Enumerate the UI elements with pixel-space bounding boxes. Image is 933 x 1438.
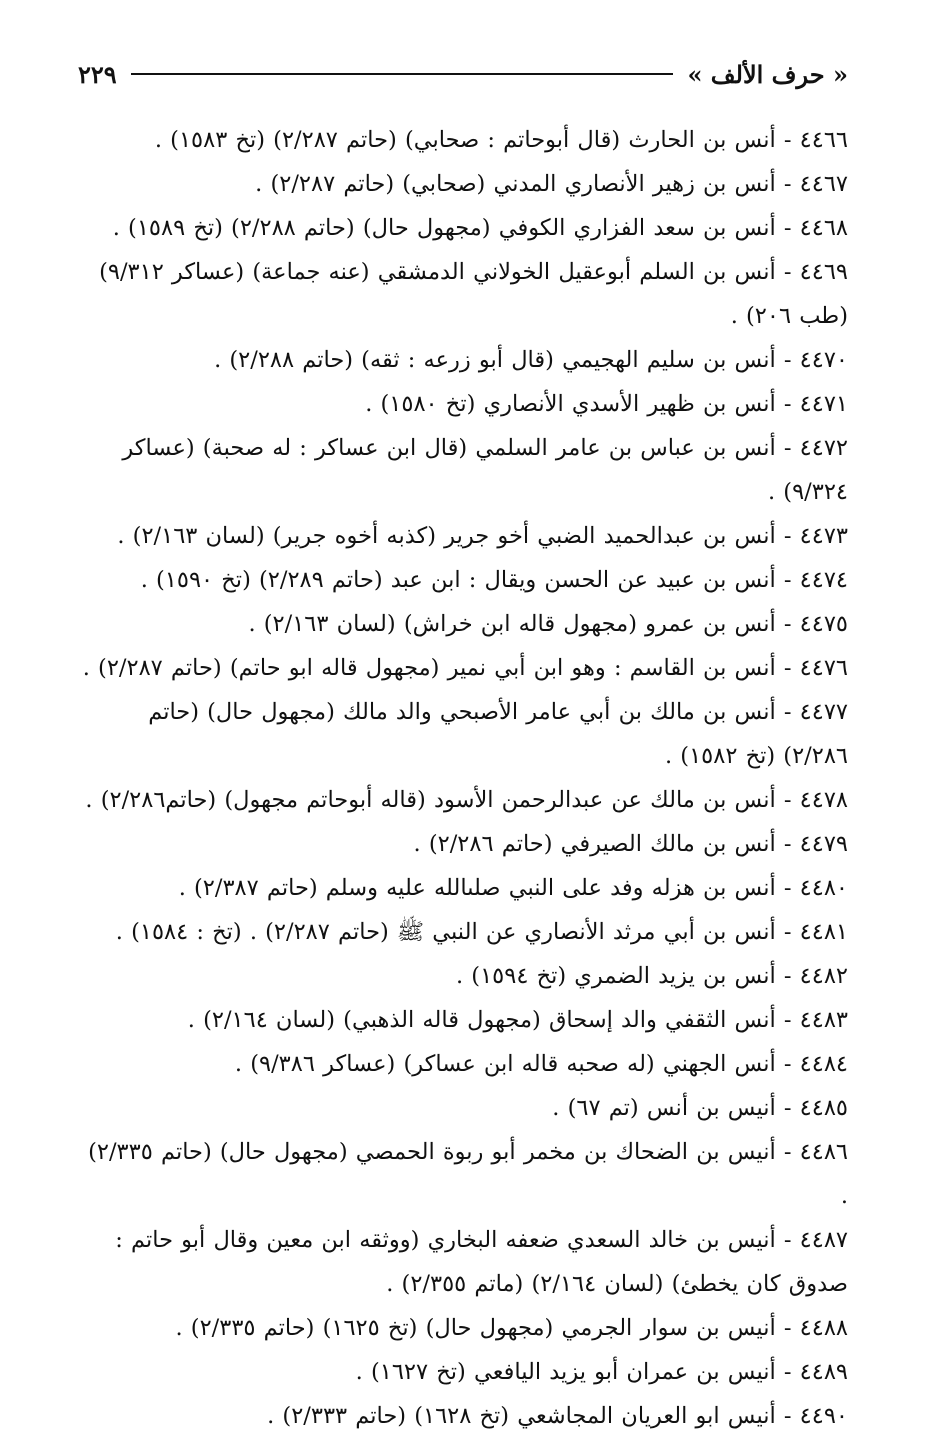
page-number: ٢٢٩: [78, 59, 117, 89]
entry-list: [78, 118, 848, 1438]
list-item: ٤٤٩٠ - أنيس ابو العريان المجاشعي (تخ ١٦٢٨) (حاتم ٢/٣٣٣) .: [267, 1403, 848, 1429]
chapter-title: « حرف الألف »: [687, 59, 848, 89]
list-item: ٤٤٨٢ - أنس بن يزيد الضمري (تخ ١٥٩٤) .: [455, 963, 848, 989]
list-item: ٤٤٦٦ - أنس بن الحارث (قال أبوحاتم : صحابي) (حاتم ٢/٢٨٧) (تخ ١٥٨٣) .: [154, 127, 848, 153]
list-item: ٤٤٧٨ - أنس بن مالك عن عبدالرحمن الأسود (قاله أبوحاتم مجهول) (حاتم٢/٢٨٦) .: [85, 787, 848, 813]
list-item: ٤٤٨٩ - أنيس بن عمران أبو يزيد اليافعي (تخ ١٦٢٧) .: [355, 1359, 848, 1385]
header-rule: [131, 73, 674, 75]
list-item: ٤٤٦٩ - أنس بن السلم أبوعقيل الخولاني الدمشقي (عنه جماعة) (عساكر ٩/٣١٢) (طب ٢٠٦) .: [99, 259, 848, 329]
list-item: ٤٤٦٨ - أنس بن سعد الفزاري الكوفي (مجهول حال) (حاتم ٢/٢٨٨) (تخ ١٥٨٩) .: [112, 215, 848, 241]
list-item: ٤٤٧٦ - أنس بن القاسم : وهو ابن أبي نمير (مجهول قاله ابو حاتم) (حاتم ٢/٢٨٧) .: [82, 655, 848, 681]
list-item: ٤٤٧٩ - أنس بن مالك الصيرفي (حاتم ٢/٢٨٦) .: [413, 831, 848, 857]
list-item: ٤٤٨١ - أنس بن أبي مرثد الأنصاري عن النبي ﷺ (حاتم ٢/٢٨٧) . (تخ : ١٥٨٤) .: [115, 919, 848, 945]
list-item: ٤٤٦٧ - أنس بن زهير الأنصاري المدني (صحابي) (حاتم ٢/٢٨٧) .: [255, 171, 848, 197]
list-item: ٤٤٨٨ - أنيس بن سوار الجرمي (مجهول حال) (تخ ١٦٢٥) (حاتم ٢/٣٣٥) .: [175, 1315, 848, 1341]
list-item: ٤٤٧٣ - أنس بن عبدالحميد الضبي أخو جرير (كذبه أخوه جرير) (لسان ٢/١٦٣) .: [117, 523, 848, 549]
list-item: ٤٤٧٠ - أنس بن سليم الهجيمي (قال أبو زرعه : ثقه) (حاتم ٢/٢٨٨) .: [214, 347, 848, 373]
list-item: ٤٤٨٣ - أنس الثقفي والد إسحاق (مجهول قاله الذهبي) (لسان ٢/١٦٤) .: [187, 1007, 848, 1033]
list-item: ٤٤٨٤ - أنس الجهني (له صحبه قاله ابن عساكر) (عساكر ٩/٣٨٦) .: [234, 1051, 848, 1077]
list-item: ٤٤٧١ - أنس بن ظهير الأسدي الأنصاري (تخ ١٥٨٠) .: [365, 391, 848, 417]
list-item: ٤٤٨٦ - أنيس بن الضحاك بن مخمر أبو ربوة الحمصي (مجهول حال) (حاتم ٢/٣٣٥) .: [88, 1139, 848, 1209]
list-item: ٤٤٨٥ - أنيس بن أنس (تم ٦٧) .: [552, 1095, 848, 1121]
list-item: ٤٤٨٧ - أنيس بن خالد السعدي ضعفه البخاري (ووثقه ابن معين وقال أبو حاتم : صدوق كان يخطئ) (لسان ٢/١٦٤) (ماتم ٢/٣٥٥) .: [115, 1227, 848, 1297]
list-item: ٤٤٧٧ - أنس بن مالك بن أبي عامر الأصبحي والد مالك (مجهول حال) (حاتم ٢/٢٨٦) (تخ ١٥٨٢) .: [148, 699, 848, 769]
page-header: [78, 52, 848, 96]
list-item: ٤٤٨٠ - أنس بن هزله وفد على النبي صلىالله عليه وسلم (حاتم ٢/٣٨٧) .: [178, 875, 848, 901]
list-item: ٤٤٧٤ - أنس بن عبيد عن الحسن ويقال : ابن عبد (حاتم ٢/٢٨٩) (تخ ١٥٩٠) .: [140, 567, 848, 593]
list-item: ٤٤٧٥ - أنس بن عمرو (مجهول قاله ابن خراش) (لسان ٢/١٦٣) .: [248, 611, 848, 637]
list-item: ٤٤٧٢ - أنس بن عباس بن عامر السلمي (قال ابن عساكر : له صحبة) (عساكر ٩/٣٢٤) .: [122, 435, 848, 505]
